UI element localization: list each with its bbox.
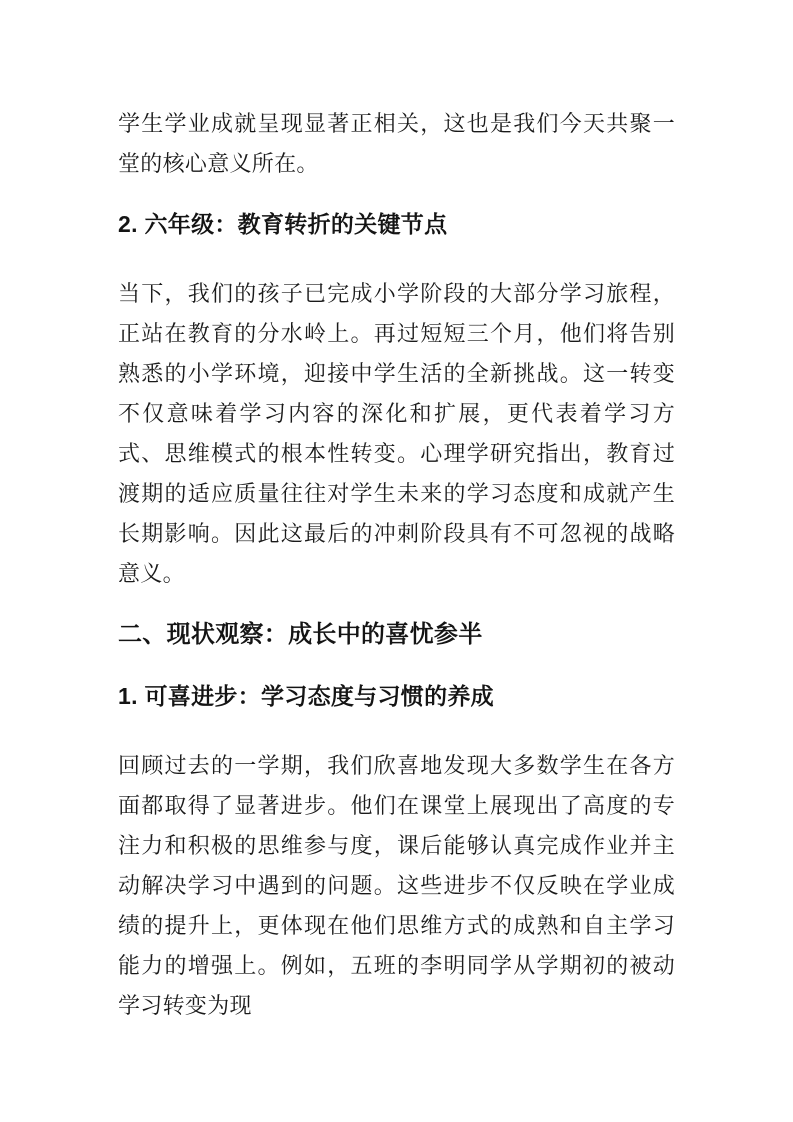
paragraph-continued-from-previous-page: 学生学业成就呈现显著正相关，这也是我们今天共聚一堂的核心意义所在。 [118,111,675,176]
paragraph-grade6-transition: 当下，我们的孩子已完成小学阶段的大部分学习旅程，正站在教育的分水岭上。再过短短三个月，他们将告别熟悉的小学环境，迎接中学生活的全新挑战。这一转变不仅意味着学习内容的深化和扩展，更代表着学习方式、思维模式的根本性转变。心理学研究指出，教育过渡期的适应质量往往对学生未来的学习态度和成就产生长期影响。因此这最后的冲刺阶段具有不可忽视的战略意义。 [118,281,675,586]
heading-status-observation: 二、现状观察：成长中的喜忧参半 [118,621,483,648]
paragraph-progress-review: 回顾过去的一学期，我们欣喜地发现大多数学生在各方面都取得了显著进步。他们在课堂上展现出了高度的专注力和积极的思维参与度，课后能够认真完成作业并主动解决学习中遇到的问题。这些进步不仅反映在学业成绩的提升上，更体现在他们思维方式的成熟和自主学习能力的增强上。例如，五班的李明同学从学期初的被动学习转变为现 [118,753,675,1018]
heading-grade6-key-transition-node: 2. 六年级：教育转折的关键节点 [118,211,448,237]
heading-pleasing-progress: 1. 可喜进步：学习态度与习惯的养成 [118,683,494,709]
